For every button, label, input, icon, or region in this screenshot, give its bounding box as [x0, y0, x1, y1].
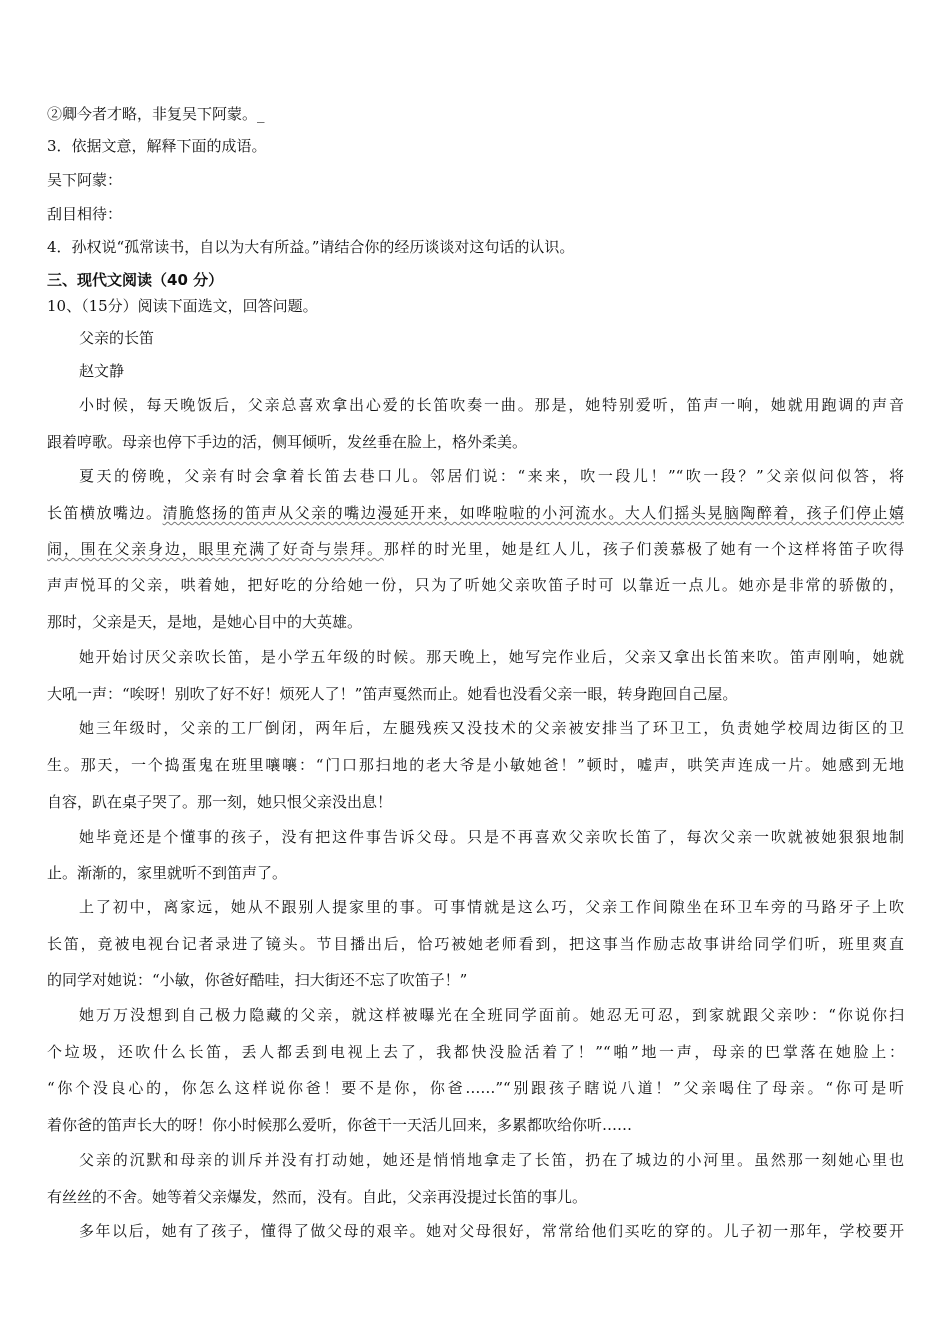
- wavy-underlined-sentence: 清脆悠扬的笛声从父亲的嘴边漫延开来，如哗啦啦的小河流水。大人们摇头晃脑陶醉着，孩子们停止嬉: [162, 504, 904, 522]
- article-line: 多年以后，她有了孩子，懂得了做父母的艰辛。她对父母很好，常常给他们买吃的穿的。儿子初一那年，学校要开: [79, 1222, 904, 1240]
- question-10-prompt: 10、（15分）阅读下面选文，回答问题。: [47, 297, 318, 315]
- article-line: 跟着哼歌。母亲也停下手边的活，侧耳倾听，发丝垂在脸上，格外柔美。: [47, 433, 528, 451]
- article-line: 她毕竟还是个懂事的孩子，没有把这件事告诉父母。只是不再喜欢父亲吹长笛了，每次父亲一吹就被她狠狠地制: [79, 828, 904, 846]
- article-line: 她开始讨厌父亲吹长笛，是小学五年级的时候。那天晚上，她写完作业后，父亲又拿出长笛来吹。笛声刚响，她就: [79, 648, 904, 666]
- article-line: 小时候，每天晚饭后，父亲总喜欢拿出心爱的长笛吹奏一曲。那是，她特别爱听，笛声一响，她就用跑调的声音: [79, 396, 904, 414]
- article-title: 父亲的长笛: [79, 329, 155, 347]
- article-line: 个垃圾，还吹什么长笛，丢人都丢到电视上去了，我都快没脸活着了！”“啪”地一声，母亲的巴掌落在她脸上：: [47, 1043, 904, 1061]
- question-3-idiom-1: 吴下阿蒙：: [47, 171, 123, 189]
- article-line: 止。渐渐的，家里就听不到笛声了。: [47, 864, 288, 882]
- article-line: 大吼一声：“唉呀！别吹了好不好！烦死人了！”笛声戛然而止。她看也没看父亲一眼，转身跑回自己屋。: [47, 685, 738, 703]
- article-line: 上了初中，离家远，她从不跟别人提家里的事。可事情就是这么巧，父亲工作间隙坐在环卫车旁的马路牙子上吹: [79, 898, 904, 916]
- question-3-idiom-2: 刮目相待：: [47, 205, 123, 223]
- article-line: 声声悦耳的父亲，哄着她，把好吃的分给她一份，只为了听她父亲吹笛子时可 以靠近一点儿。她亦是非常的骄傲的，: [47, 576, 904, 594]
- article-line-mixed: [47, 503, 904, 523]
- article-line: 她万万没想到自己极力隐藏的父亲，就这样被曝光在全班同学面前。她忍无可忍，到家就跟父亲吵：“你说你扫: [79, 1006, 904, 1024]
- question-3-prompt: 3．依据文意，解释下面的成语。: [47, 137, 267, 155]
- article-line-segment: 那样的时光里，她是红人儿，孩子们羡慕极了她有一个这样将笛子吹得: [383, 540, 904, 558]
- article-line: 长笛，竟被电视台记者录进了镜头。节目播出后，恰巧被她老师看到，把这事当作励志故事讲给同学们听，班里爽直: [47, 935, 904, 953]
- article-line: 生。那天，一个捣蛋鬼在班里嚷嚷：“门口那扫地的老大爷是小敏她爸！”顿时，嘘声，哄笑声连成一片。她感到无地: [47, 756, 904, 774]
- article-line: 父亲的沉默和母亲的训斥并没有打动她，她还是悄悄地拿走了长笛，扔在了城边的小河里。虽然那一刻她心里也: [79, 1151, 904, 1169]
- article-line: 有丝丝的不舍。她等着父亲爆发，然而，没有。自此，父亲再没提过长笛的事儿。: [47, 1188, 588, 1206]
- section-heading: 三、现代文阅读（40 分）: [47, 271, 224, 289]
- article-line: 的同学对她说：“小敏，你爸好酷哇，扫大街还不忘了吹笛子！”: [47, 971, 468, 989]
- article-line: 夏天的傍晚，父亲有时会拿着长笛去巷口儿。邻居们说：“来来，吹一段儿！”“吹一段？”父亲似问似答，将: [79, 467, 904, 485]
- article-line: “你个没良心的，你怎么这样说你爸！要不是你，你爸……”“别跟孩子瞎说八道！”父亲喝住了母亲。“你可是听: [47, 1079, 904, 1097]
- wavy-underlined-sentence-end: 闹，围在父亲身边，眼里充满了好奇与崇拜。: [47, 540, 384, 558]
- article-line-segment: 长笛横放嘴边。: [47, 504, 163, 522]
- article-line: 那时，父亲是天，是地，是她心目中的大英雄。: [47, 613, 363, 631]
- article-line: 她三年级时，父亲的工厂倒闭，两年后，左腿残疾又没技术的父亲被安排当了环卫工，负责她学校周边街区的卫: [79, 719, 904, 737]
- question-4-prompt: 4．孙权说“孤常读书，自以为大有所益。”请结合你的经历谈谈对这句话的认识。: [47, 238, 575, 256]
- question-2-item-2: ②卿今者才略，非复吴下阿蒙。_: [47, 105, 265, 123]
- article-author: 赵文静: [79, 362, 125, 380]
- article-line-mixed: [47, 539, 904, 559]
- article-line: 自容，趴在桌子哭了。那一刻，她只恨父亲没出息！: [47, 793, 393, 811]
- article-line: 着你爸的笛声长大的呀！你小时候那么爱听，你爸干一天活儿回来，多累都吹给你听……: [47, 1116, 633, 1134]
